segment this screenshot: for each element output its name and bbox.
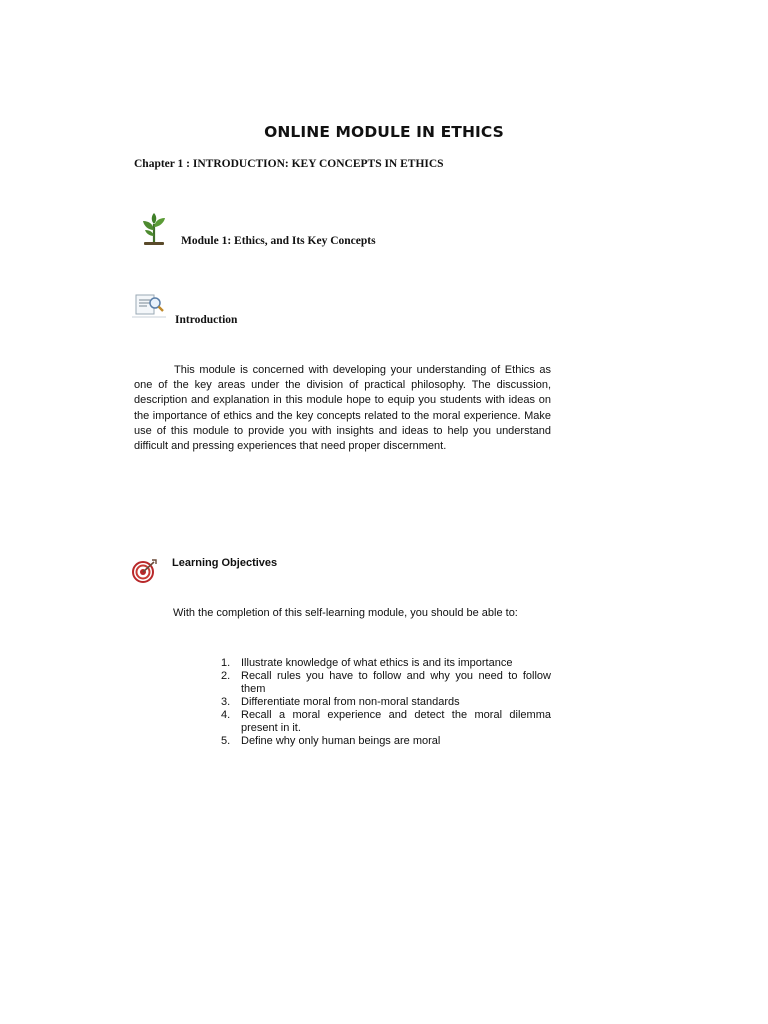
objectives-lead: With the completion of this self-learning module, you should be able to: (173, 607, 518, 619)
page-title: ONLINE MODULE IN ETHICS (264, 123, 504, 141)
list-item (221, 670, 551, 696)
list-item-number: 4. (221, 709, 231, 721)
list-item-text: Recall a moral experience and detect the moral dilemma present in it. (241, 709, 551, 734)
list-item (221, 709, 551, 735)
list-item-text: Differentiate moral from non-moral standards (241, 696, 460, 708)
introduction-body: This module is concerned with developing your understanding of Ethics as one of the key areas under the division of practical philosophy. The discussion, description and explanation in this module hope to equip you students with ideas on the importance of ethics and the key concepts related to the moral experience. Make use of this module to provide you with insights and ideas to help you understand difficult and pressing experiences that need proper discernment. (134, 364, 551, 453)
learning-objectives-heading: Learning Objectives (172, 557, 278, 569)
chapter-heading: Chapter 1 : INTRODUCTION: KEY CONCEPTS IN ETHICS (134, 158, 444, 170)
list-item-number: 5. (221, 735, 231, 747)
list-item (221, 657, 551, 670)
list-item (221, 696, 551, 709)
list-item-text: Illustrate knowledge of what ethics is and its importance (241, 657, 513, 669)
introduction-heading: Introduction (175, 314, 238, 326)
document-magnifier-icon (132, 293, 166, 319)
module-title: Module 1: Ethics, and Its Key Concepts (181, 235, 376, 247)
list-item-text: Define why only human beings are moral (241, 735, 441, 747)
list-item-text: Recall rules you have to follow and why you need to follow them (241, 670, 551, 695)
plant-sprout-icon (140, 212, 168, 246)
list-item-number: 1. (221, 657, 231, 669)
objectives-list (221, 657, 551, 748)
list-item-number: 3. (221, 696, 231, 708)
list-item-number: 2. (221, 670, 231, 682)
target-icon (131, 559, 157, 583)
list-item (221, 735, 551, 748)
